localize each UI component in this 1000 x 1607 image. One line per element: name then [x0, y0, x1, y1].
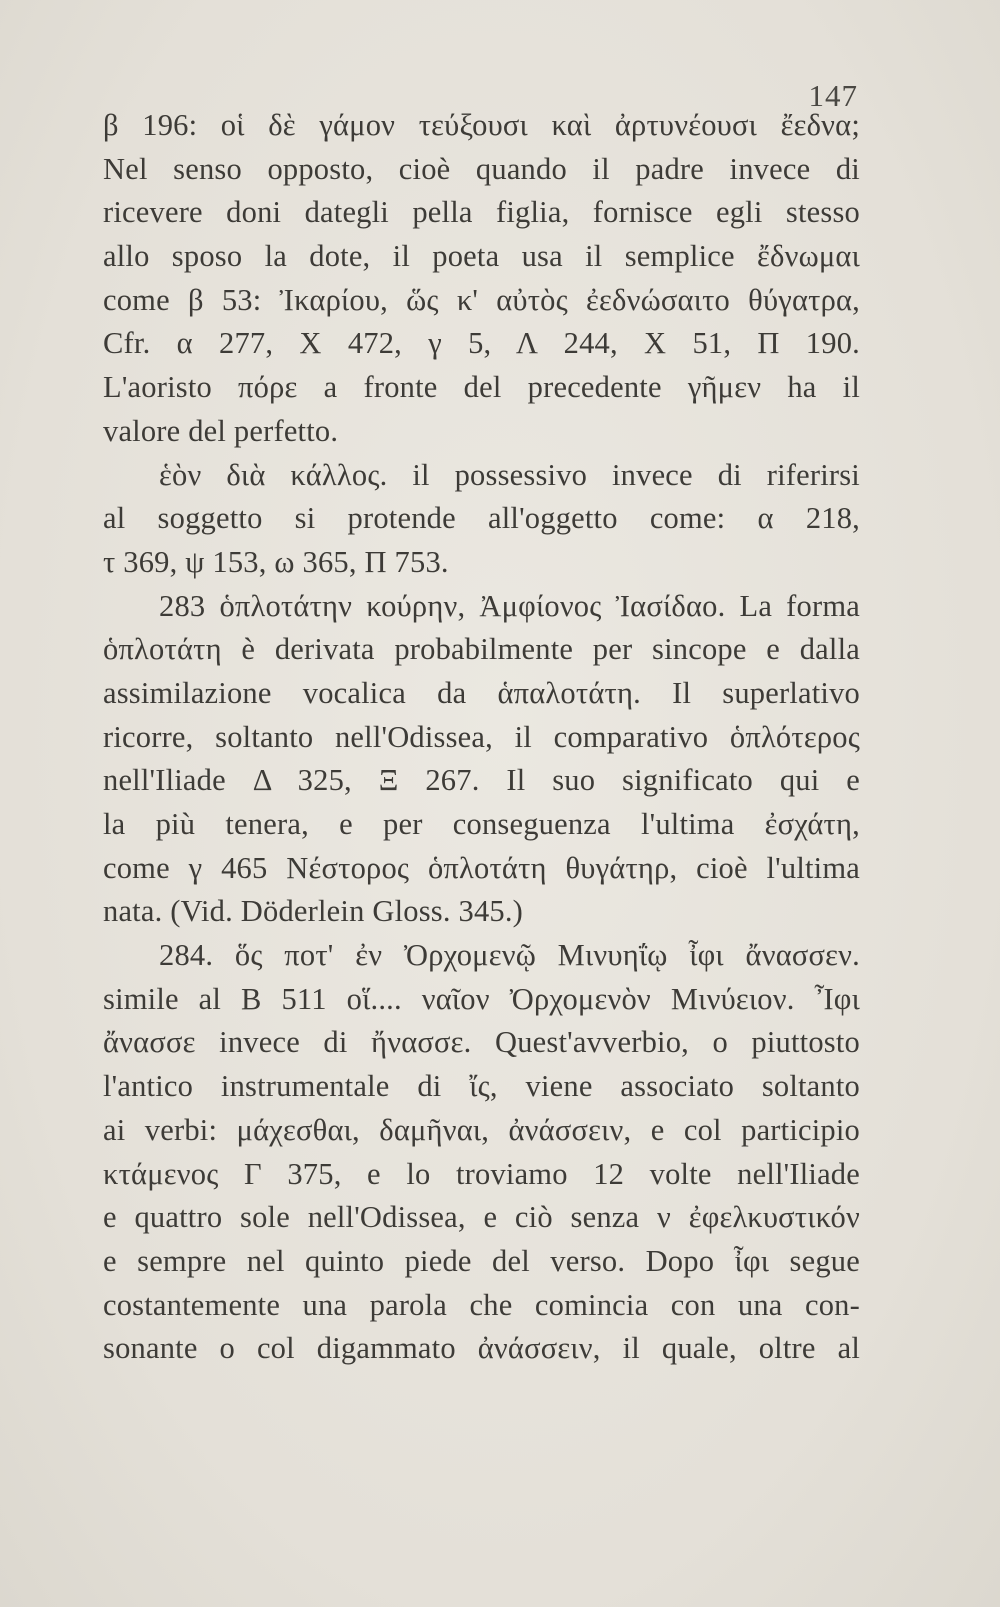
text-line: simile al Β 511 οἵ.... ναῖον Ὀρχομενὸν Μινύειον. Ἶφι	[103, 981, 860, 1016]
text-line: e sempre nel quinto piede del verso. Dopo ἶφι segue	[103, 1243, 860, 1278]
text-line: 284. ὅς ποτ' ἐν Ὀρχομενῷ Μινυηΐῳ ἶφι ἄνασσεν.	[159, 938, 860, 973]
text-line: e quattro sole nell'Odissea, e ciò senza ν ἐφελκυστικόν	[103, 1200, 860, 1235]
text-line: assimilazione vocalica da ἁπαλοτάτη. Il superlativo	[103, 675, 860, 710]
text-line: come γ 465 Νέστορος ὁπλοτάτη θυγάτηρ, cioè l'ultima	[103, 850, 860, 885]
text-line: allo sposo la dote, il poeta usa il semplice ἔδνωμαι	[103, 239, 860, 274]
text-line: la più tenera, e per conseguenza l'ultima ἐσχάτη,	[103, 807, 860, 841]
text-line: ai verbi: μάχεσθαι, δαμῆναι, ἀνάσσειν, e col participio	[103, 1112, 860, 1147]
text-line: al soggetto si protende all'oggetto come: α 218,	[103, 501, 860, 536]
text-line: κτάμενος Γ 375, e lo troviamo 12 volte nell'Iliade	[103, 1156, 860, 1191]
text-line: ἄνασσε invece di ἤνασσε. Quest'avverbio, o piuttosto	[103, 1025, 860, 1060]
text-line: come β 53: Ἰκαρίου, ὥς κ' αὐτὸς ἐεδνώσαιτο θύγατρα,	[103, 282, 860, 317]
text-line: Nel senso opposto, cioè quando il padre invece di	[103, 151, 860, 186]
text-line: τ 369, ψ 153, ω 365, Π 753.	[103, 544, 449, 579]
text-line: l'antico instrumentale di ἴς, viene associato soltanto	[103, 1069, 860, 1104]
text-line: ὁπλοτάτη è derivata probabilmente per sincope e dalla	[103, 632, 860, 667]
text-line: sonante o col digammato ἀνάσσειν, il quale, oltre al	[103, 1331, 860, 1366]
text-line: nell'Iliade Δ 325, Ξ 267. Il suo significato qui e	[103, 763, 860, 798]
page-number: 147	[808, 78, 858, 113]
text-line: β 196: οἱ δὲ γάμον τεύξουσι καὶ ἀρτυνέουσι ἔεδνα;	[103, 108, 860, 142]
text-line: Cfr. α 277, Χ 472, γ 5, Λ 244, Χ 51, Π 190.	[103, 326, 860, 361]
text-line: nata. (Vid. Döderlein Gloss. 345.)	[103, 894, 524, 929]
text-line: costantemente una parola che comincia con una con-	[103, 1287, 860, 1322]
text-line: ricevere doni dategli pella figlia, fornisce egli stesso	[103, 195, 860, 230]
text-line: 283 ὁπλοτάτην κούρην, Ἀμφίονος Ἰασίδαο. La forma	[159, 588, 860, 623]
text-line: L'aoristo πόρε a fronte del precedente γῆμεν ha il	[103, 370, 860, 405]
text-line: valore del perfetto.	[103, 413, 339, 448]
commentary-text	[103, 104, 860, 1371]
text-line: ricorre, soltanto nell'Odissea, il comparativo ὁπλότερος	[103, 719, 860, 754]
text-line: ἑὸν διὰ κάλλος. il possessivo invece di riferirsi	[159, 457, 860, 492]
